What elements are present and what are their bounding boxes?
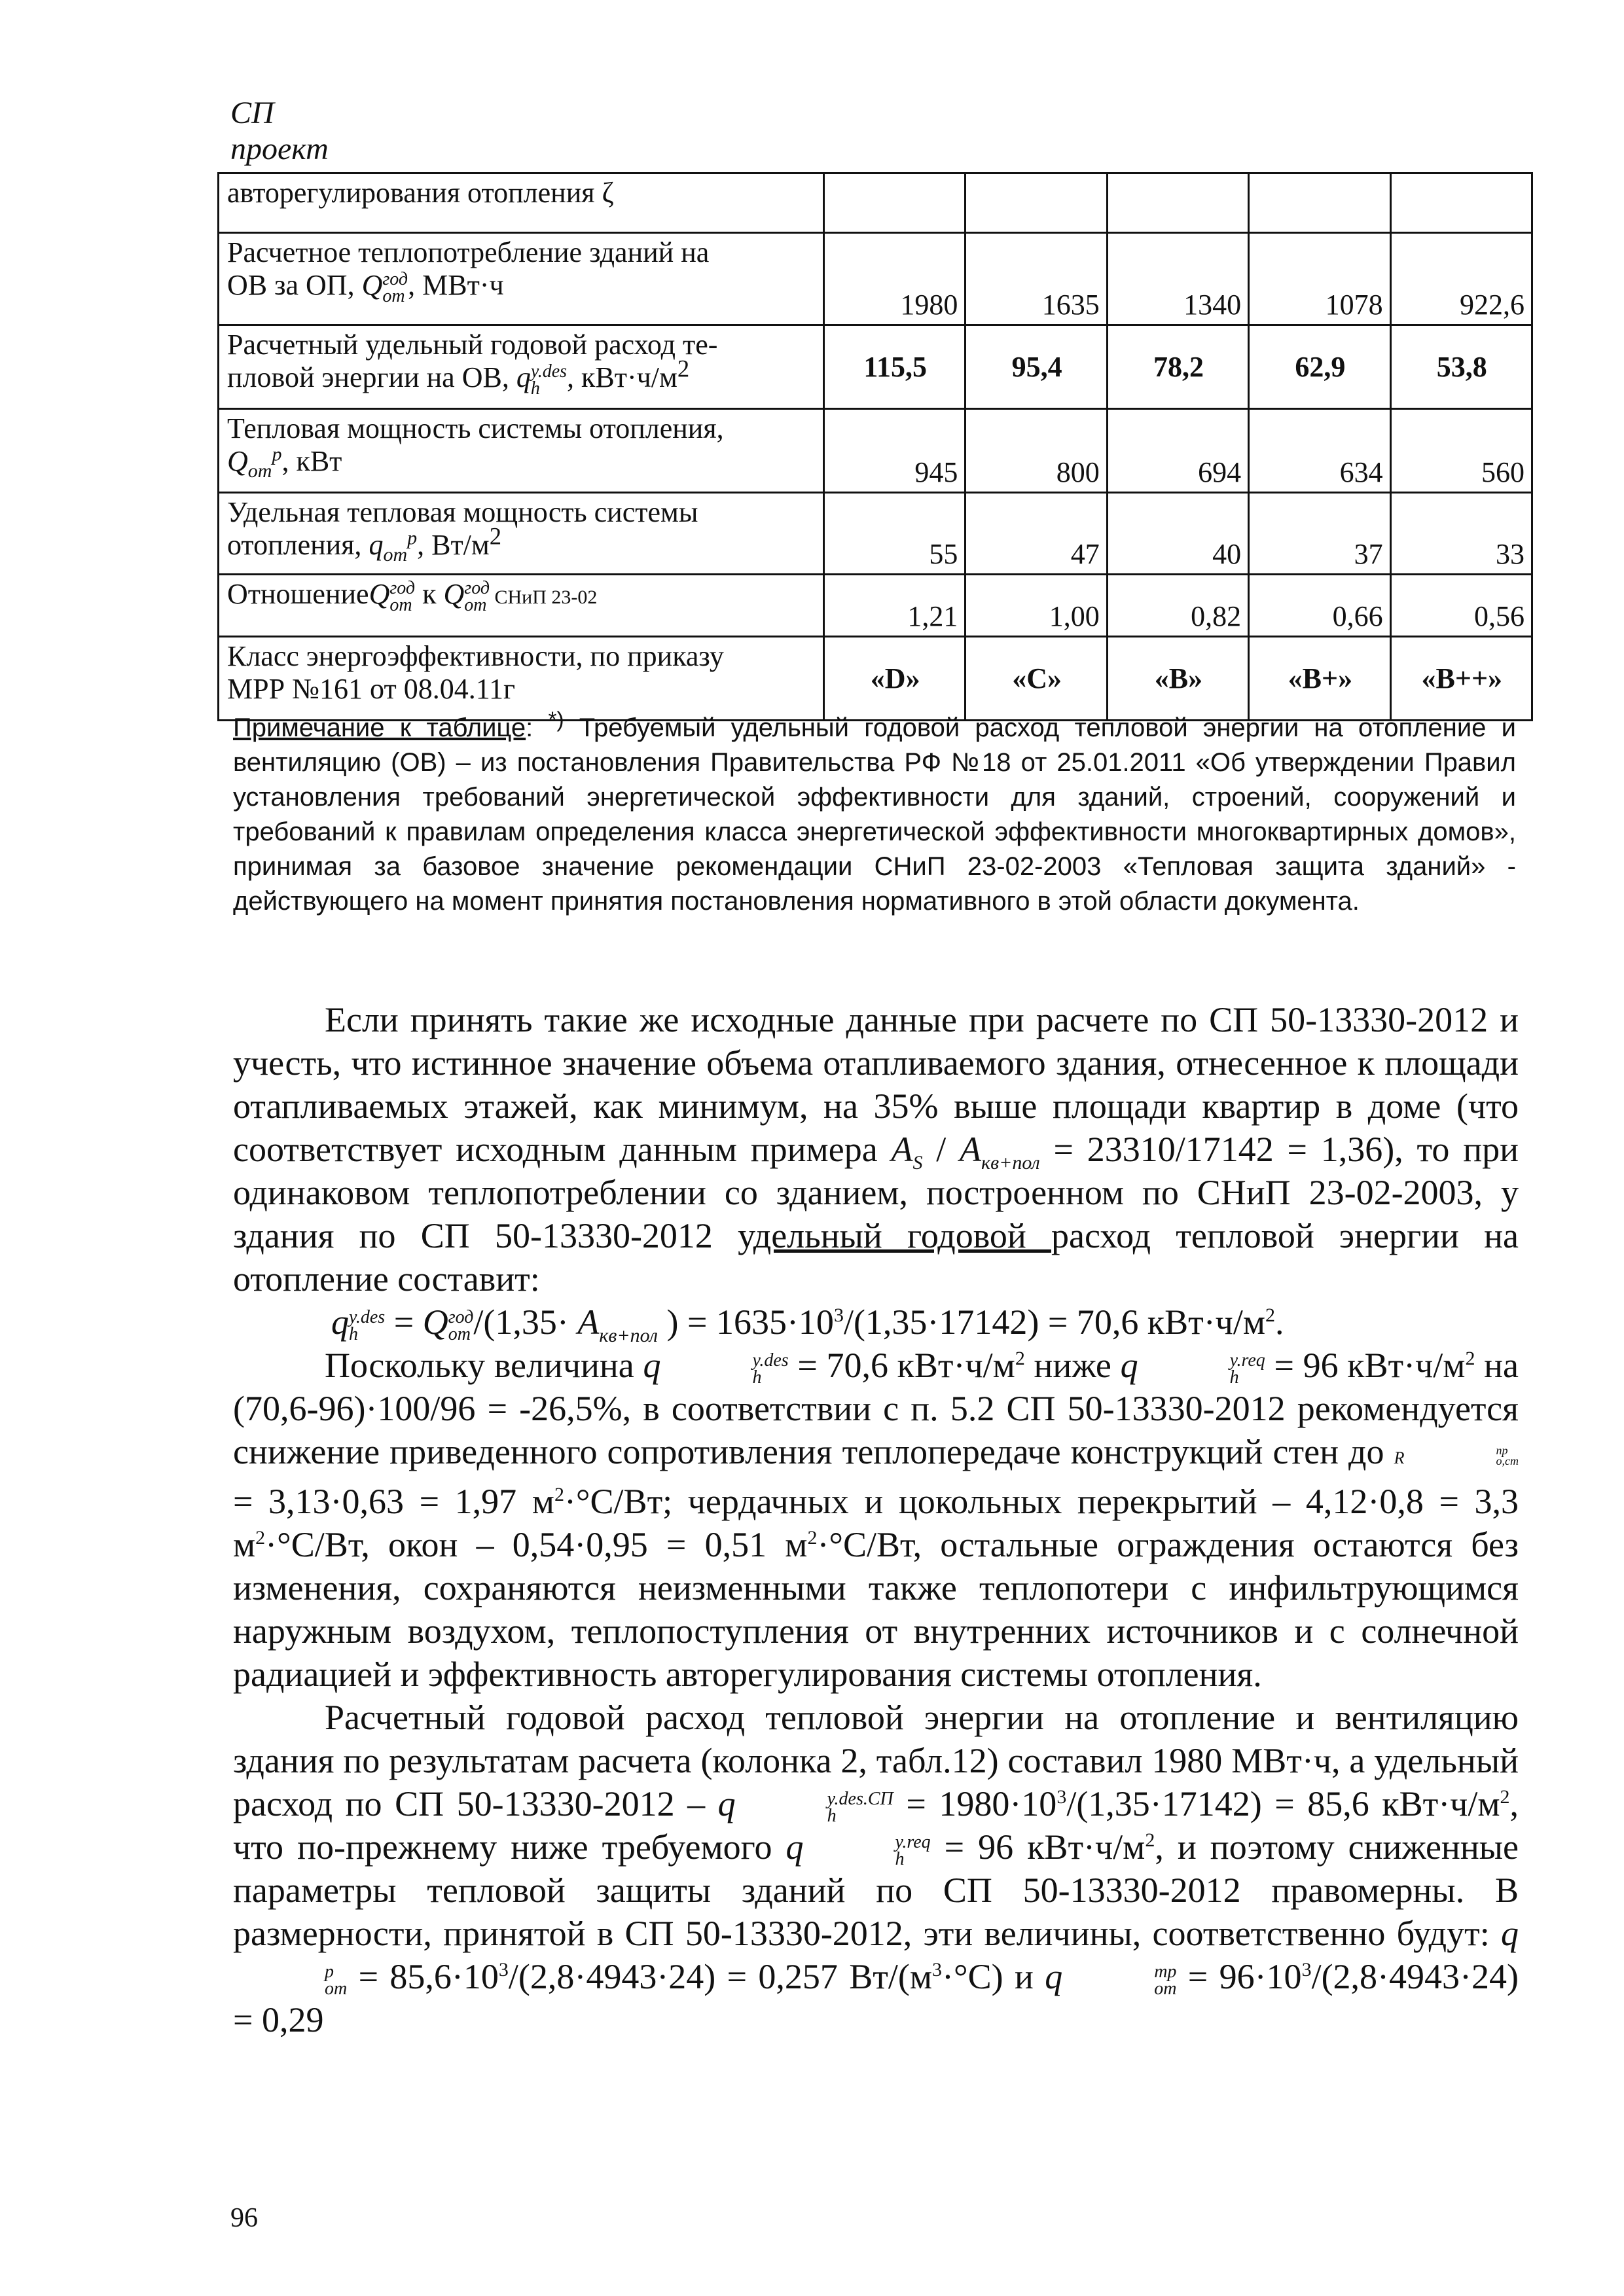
row-label	[219, 233, 824, 325]
table-cell: 55	[824, 493, 965, 575]
table-cell: 1635	[965, 233, 1107, 325]
table-cell: 53,8	[1390, 325, 1532, 409]
row-label	[219, 325, 824, 409]
table-cell: «B»	[1107, 637, 1248, 721]
table-cell: «B++»	[1390, 637, 1532, 721]
label-text: к	[415, 578, 444, 610]
table-cell: 40	[1107, 493, 1248, 575]
label-text: отопления,	[227, 529, 369, 561]
label-text: Отношение	[227, 578, 369, 610]
subscript: h	[530, 378, 540, 399]
table-row	[219, 575, 1532, 637]
superscript: y.des	[530, 361, 568, 382]
table-cell	[965, 173, 1107, 233]
table-cell	[1249, 173, 1390, 233]
table-cell: 62,9	[1249, 325, 1390, 409]
paragraph-3: Расчетный годовой расход тепловой энергии на отопление и вентиляцию здания по результатам расчета (колонка 2, табл.12) составил 1980 МВт·ч, а удельный расход по СП 50-13330-2012 – q y.des.СП h = $1980\cdot 10^3/(1,35\cdot 17142) = 85,6$ $кВт\cdot ч/м^2$, что по-прежнему ниже требуемого q y.req h = 96 $кВт\cdot ч/м^2$, и поэтому сниженные параметры тепловой защиты зданий по СП 50-13330-2012 правомерны. В размерности, принятой в СП 50-13330-2012, эти величины, соответственно будут: q р от = $85,6\cdot 10^3/(2,8\cdot 4943\cdot 24) = 0,257$ $Вт/(м^3\cdot^\circ С)$ и q тр от = $96\cdot 10^3/(2,8\cdot 4943\cdot 24) = 0,29$	[233, 1698, 1519, 2039]
superscript: год	[382, 268, 408, 289]
unit-text: , Вт/м	[417, 529, 490, 561]
math-symbol: q	[516, 361, 531, 393]
table-row	[219, 173, 1532, 233]
label-text: Расчетное теплопотребление зданий на	[227, 236, 710, 268]
superscript: год	[464, 577, 490, 598]
row-label	[219, 637, 824, 721]
energy-table	[217, 172, 1533, 721]
table-cell: 33	[1390, 493, 1532, 575]
label-text: ОВ за ОП,	[227, 269, 362, 301]
table-cell: 1,21	[824, 575, 965, 637]
table-cell: «C»	[965, 637, 1107, 721]
table-note: Примечание к таблице: *) Требуемый удельный годовой расход тепловой энергии на отопление и вентиляцию (ОВ) – из постановления Правительства РФ №18 от 25.01.2011 «Об утверждении Правил установления требований энергетической эффективности для зданий, строений, сооружений и требований к правилам определения класса энергетической эффективности многоквартирных домов», принимая за базовое значение рекомендации СНиП 23-02-2003 «Тепловая защита зданий» - действующего на момент принятия постановления нормативного в этой области документа.	[233, 708, 1516, 916]
table-cell: 37	[1249, 493, 1390, 575]
table-cell: 560	[1390, 409, 1532, 493]
subscript: от	[382, 285, 405, 306]
row-label	[219, 575, 824, 637]
superscript: год	[389, 577, 416, 598]
label-text: Класс энергоэффективности, по приказу	[227, 640, 724, 672]
table-cell: 1980	[824, 233, 965, 325]
label-text: Расчетный удельный годовой расход те-	[227, 329, 718, 361]
formula-1: q y.des h = Q год от $/(1,35\cdot A_{кв+пол}$ ) = $1635\cdot 10^3/(1,35\cdot 17142) = 70,6$ $кВт\cdot ч/м^2$.	[331, 1302, 1284, 1346]
page-number: 96	[230, 2203, 258, 2233]
table-cell	[824, 173, 965, 233]
table-cell: 115,5	[824, 325, 965, 409]
table-row	[219, 233, 1532, 325]
label-text: Тепловая мощность системы отопления,	[227, 412, 724, 444]
row-label	[219, 493, 824, 575]
subscript: от	[247, 459, 272, 482]
table-cell: 47	[965, 493, 1107, 575]
superscript: р	[272, 443, 282, 465]
table-row	[219, 493, 1532, 575]
table-cell	[1390, 173, 1532, 233]
table-cell: 0,66	[1249, 575, 1390, 637]
label-text: МРР №161 от 08.04.11г	[227, 673, 516, 705]
table-cell: 0,56	[1390, 575, 1532, 637]
subscript: от	[383, 543, 408, 565]
table-cell: 78,2	[1107, 325, 1248, 409]
label-text: СНиП 23-02	[489, 586, 598, 608]
label-text: пловой энергии на ОВ,	[227, 361, 516, 393]
table-row	[219, 637, 1532, 721]
table-cell: 1340	[1107, 233, 1248, 325]
superscript: р	[407, 527, 418, 549]
math-symbol: Q	[369, 578, 390, 610]
note-marker: *)	[548, 708, 564, 732]
table-cell: «B+»	[1249, 637, 1390, 721]
math-symbol: Q	[361, 269, 383, 301]
math-symbol: q	[369, 529, 384, 561]
math-symbol: Q	[227, 445, 248, 477]
unit-text: , МВт·ч	[408, 269, 504, 301]
table-cell: 694	[1107, 409, 1248, 493]
note-text: Требуемый удельный годовой расход тепловой энергии на отопление и вентиляцию (ОВ) – из постановления Правительства РФ №18 от 25.01.2011 «Об утверждении Правил установления требований энергетической эффективности для зданий, строений, сооружений и требований к правилам определения класса энергетической эффективности многоквартирных домов», принимая за базовое значение рекомендации СНиП 23-02-2003 «Тепловая защита зданий» - действующего на момент принятия постановления нормативного в этой области документа.	[233, 713, 1516, 916]
unit-text: , кВт·ч/м	[567, 361, 677, 393]
main-text	[233, 998, 1519, 2041]
math-symbol: Q	[443, 578, 465, 610]
paragraph-1: Если принять такие же исходные данные при расчете по СП 50-13330-2012 и учесть, что истинное значение объема отапливаемого здания, отнесенное к площади отапливаемых этажей, как минимум, на 35% выше площади квартир в доме (что соответствует исходным данным примера $A_S / A_{кв+пол} = 23310/17142 = 1,36$), то при одинаковом теплопотреблении со зданием, построенном по СНиП 23-02-2003, у здания по СП 50-13330-2012 удельный годовой расход тепловой энергии на отопление составит:	[233, 1000, 1519, 1299]
paragraph-2: Поскольку величина q y.des h = 70,6 $кВт\cdot ч/м^2$ ниже q y.req h = 96 $кВт\cdot ч/м^2$ на (70,6-96)·100/96 = -26,5%, в соответствии с п. 5.2 СП 50-13330-2012 рекомендуется снижение приведенного сопротивления теплопередаче конструкций стен до R пр o,ст = 3,13·0,63 = 1,97 $м^2\cdot^\circ С/Вт$; чердачных и цокольных перекрытий – 4,12·0,8 = 3,3 $м^2\cdot^\circ С/Вт$, окон – 0,54·0,95 = 0,51 $м^2\cdot^\circ С/Вт$, остальные ограждения остаются без изменения, сохраняются неизменными также теплопотери с инфильтрующимся наружным воздухом, теплопоступления от внутренних источников и с солнечной радиацией и эффективность авторегулирования системы отопления.	[233, 1346, 1519, 1694]
table-row	[219, 409, 1532, 493]
subscript: от	[389, 594, 412, 615]
superscript: 2	[677, 355, 690, 382]
table-cell: 1078	[1249, 233, 1390, 325]
row-label: авторегулирования отопления ζ	[219, 173, 824, 233]
table-cell: 945	[824, 409, 965, 493]
table-cell: «D»	[824, 637, 965, 721]
table-cell: 922,6	[1390, 233, 1532, 325]
table-cell: 95,4	[965, 325, 1107, 409]
table-cell: 0,82	[1107, 575, 1248, 637]
label-text: Удельная тепловая мощность системы	[227, 496, 698, 528]
unit-text: , кВт	[281, 445, 342, 477]
subscript: от	[464, 594, 487, 615]
superscript: 2	[489, 522, 502, 550]
note-label: Примечание к таблице	[233, 713, 526, 742]
header-line-2: проект	[230, 132, 329, 166]
table-cell: 634	[1249, 409, 1390, 493]
table-row	[219, 325, 1532, 409]
row-label	[219, 409, 824, 493]
table-cell: 1,00	[965, 575, 1107, 637]
table-cell	[1107, 173, 1248, 233]
header-line-1: СП	[230, 96, 274, 130]
table-cell: 800	[965, 409, 1107, 493]
